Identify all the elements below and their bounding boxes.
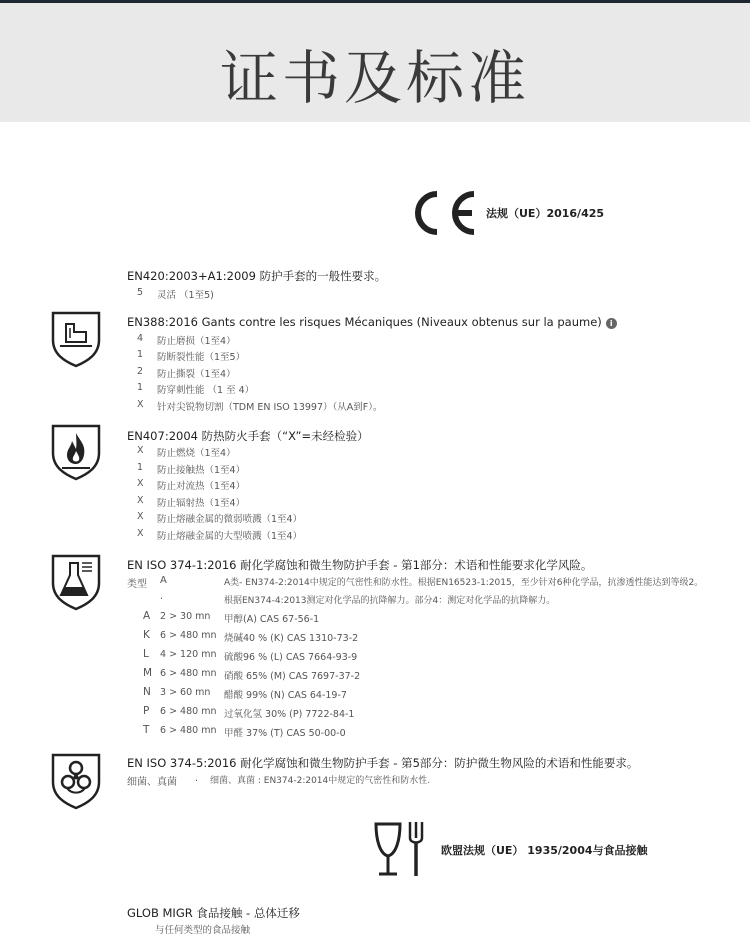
chem-letter-2: L [143,648,149,660]
en407-desc-2: 防止对流热（1至4） [157,481,246,492]
en388-desc-1: 防断裂性能（1至5） [157,352,246,363]
type-desc-1: A类- EN374-2:2014中规定的气密性和防水性。根据EN16523-1:2015，至少针对6种化学品，抗渗透性能达到等级2。 [224,578,704,588]
en388-desc-0: 防止磨损（1至4） [157,336,236,347]
iso374-1-title: EN ISO 374-1:2016 耐化学腐蚀和微生物防护手套 - 第1部分：术语和性能要求化学风险。 [127,558,593,572]
glob-title: GLOB MIGR 食品接触 - 总体迁移 [127,906,300,920]
en407-desc-1: 防止接触热（1至4） [157,465,246,476]
mechanical-risk-shield-icon [50,310,102,368]
micro-desc: 细菌、真菌 : EN374-2:2014中规定的气密性和防水性. [210,776,431,786]
info-icon[interactable]: i [606,318,617,329]
en388-code-0: 4 [137,333,144,344]
header-banner [0,3,750,122]
chem-time-1: 6 > 480 mn [160,630,217,641]
en407-desc-3: 防止辐射热（1至4） [157,498,246,509]
en388-desc-4: 针对尖锐物切割（TDM EN ISO 13997）（从A到F）。 [157,402,383,413]
en407-title: EN407:2004 防热防火手套（“X”=未经检验） [127,429,369,443]
chemical-flask-shield-icon [50,553,102,611]
en388-code-1: 1 [137,349,144,360]
en407-code-1: 1 [137,462,144,473]
en388-code-3: 1 [137,382,144,393]
glob-sub: 与任何类型的食品接触 [155,925,251,936]
chem-letter-4: N [143,686,151,698]
chem-time-6: 6 > 480 mn [160,725,217,736]
chem-time-2: 4 > 120 mn [160,649,217,660]
chem-name-5: 过氧化氢 30% (P) 7722-84-1 [224,709,355,720]
en407-code-2: X [137,478,144,489]
en407-code-4: X [137,511,144,522]
chem-name-0: 甲醇(A) CAS 67-56-1 [224,614,320,625]
en407-desc-5: 防止熔融金属的大型喷溅（1至4） [157,531,303,542]
chem-letter-5: P [143,705,150,717]
fire-shield-icon [50,423,102,481]
micro-dot: . [195,773,199,784]
food-regulation-text: 欧盟法规（UE） 1935/2004与食品接触 [441,844,648,857]
chem-time-4: 3 > 60 mn [160,687,211,698]
en388-desc-3: 防穿刺性能 （1 至 4） [157,385,255,396]
food-contact-glass-fork-icon [372,818,428,880]
en407-code-3: X [137,495,144,506]
chem-name-1: 烧碱40 % (K) CAS 1310-73-2 [224,633,359,644]
en420-desc: 灵活 （1至5) [157,290,214,301]
chem-letter-1: K [143,629,150,641]
en407-desc-4: 防止熔融金属的微弱喷溅（1至4） [157,514,303,525]
chem-time-3: 6 > 480 mn [160,668,217,679]
type-desc-2: 根据EN374-4:2013测定对化学品的抗降解力。部分4：测定对化学品的抗降解力。 [224,596,556,606]
micro-label: 细菌、真菌 [127,777,177,788]
iso374-5-title: EN ISO 374-5:2016 耐化学腐蚀和微生物防护手套 - 第5部分：防护微生物风险的术语和性能要求。 [127,756,639,770]
en388-code-2: 2 [137,366,144,377]
chem-name-3: 硝酸 65% (M) CAS 7697-37-2 [224,671,361,682]
type-dot: . [160,591,164,602]
chem-time-5: 6 > 480 mn [160,706,217,717]
en388-desc-2: 防止撕裂（1至4） [157,369,236,380]
chem-letter-0: A [143,610,151,622]
en420-code: 5 [137,287,144,298]
ce-regulation-text: 法规（UE）2016/425 [486,207,605,220]
chem-letter-6: T [143,724,150,736]
en407-desc-0: 防止燃烧（1至4） [157,448,236,459]
chem-name-4: 醋酸 99% (N) CAS 64-19-7 [224,690,347,701]
page-title: 证书及标准 [219,44,530,112]
type-label: 类型 [127,579,147,590]
type-value: A [160,575,167,586]
biohazard-shield-icon [50,752,102,810]
en407-code-5: X [137,528,144,539]
chem-time-0: 2 > 30 mn [160,611,211,622]
en388-code-4: X [137,399,144,410]
chem-letter-3: M [143,667,153,679]
chem-name-2: 硫酸96 % (L) CAS 7664-93-9 [224,652,358,663]
ce-mark-icon [414,190,480,236]
chem-name-6: 甲醛 37% (T) CAS 50-00-0 [224,728,346,739]
en388-title: EN388:2016 Gants contre les risques Mécaniques (Niveaux obtenus sur la paume) i [127,315,617,329]
en420-title: EN420:2003+A1:2009 防护手套的一般性要求。 [127,269,387,283]
en407-code-0: X [137,445,144,456]
